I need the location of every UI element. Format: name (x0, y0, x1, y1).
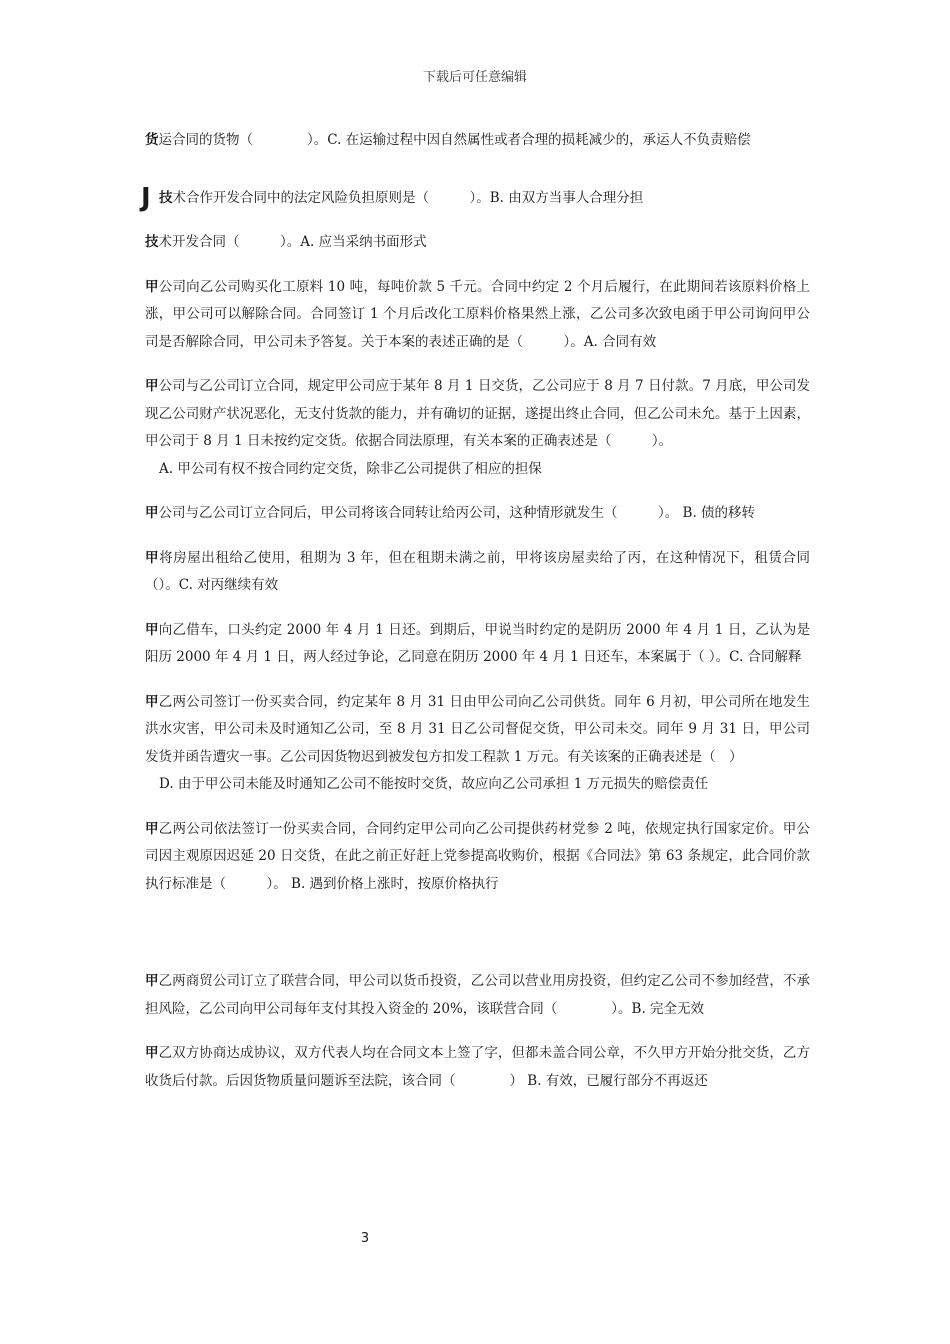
question-text: 术开发合同（ ）。A. 应当采纳书面形式 (158, 234, 427, 250)
question-item (145, 500, 810, 528)
document-body (141, 127, 811, 1112)
question-item (145, 127, 810, 155)
lead-char: 甲 (145, 1045, 159, 1061)
question-text: 向乙借车，口头约定 2000 年 4 月 1 日还。到期后，甲说当时约定的是阴历 2000 年 4 月 1 日，乙认为是阳历 2000 年 4 月 1 日，两人经过争论，乙同意在阴历 2000 年 4 月 1 日还车，本案属于（ ）。C. 合同解释 (145, 621, 810, 665)
lead-char: 甲 (145, 278, 159, 295)
question-item (145, 816, 810, 899)
stray-glyph: J (141, 182, 151, 213)
answer-option: D. 由于甲公司未能及时通知乙公司不能按时交货，故应向乙公司承担 1 万元损失的赔偿责任 (159, 776, 709, 792)
answer-option: A. 甲公司有权不按合同约定交货，除非乙公司提供了相应的担保 (159, 460, 542, 477)
lead-char: 甲 (145, 378, 159, 394)
lead-char: 甲 (145, 693, 159, 710)
question-text: 乙两公司签订一份买卖合同，约定某年 8 月 31 日由甲公司向乙公司供货。同年 6 月初，甲公司所在地发生洪水灾害，甲公司未及时通知乙公司，至 8 月 31 日乙公司督促交货，甲公司未交。同年 9 月 31 日，甲公司发货并函告遭灾一事。乙公司因货物迟到被发包方扣发工程款 1 万元。有关该案的正确表述是（ ） (145, 693, 811, 765)
question-text: 公司向乙公司购买化工原料 10 吨，每吨价款 5 千元。合同中约定 2 个月后履行，在此期间若该原料价格上涨，甲公司可以解除合同。合同签订 1 个月后改化工原料价格果然上涨，乙公司多次致电函于甲公司询问甲公司是否解除合同，甲公司未予答复。关于本案的表述正确的是（ ）。A. 合同有效 (145, 278, 811, 350)
question-item (145, 545, 810, 600)
lead-char: 甲 (145, 621, 159, 638)
question-item (145, 1040, 810, 1095)
question-text: 术合作开发合同中的法定风险负担原则是（ ）。B. 由双方当事人合理分担 (172, 189, 644, 206)
lead-char: 货 (145, 132, 159, 148)
question-item (141, 182, 810, 213)
question-text: 乙双方协商达成协议，双方代表人均在合同文本上签了字，但都未盖合同公章，不久甲方开始分批交货，乙方收货后付款。后因货物质量问题诉至法院，该合同（ ） B. 有效，已履行部分不再返还 (145, 1045, 811, 1089)
question-item (145, 968, 810, 1023)
question-item (145, 689, 810, 799)
question-text: 公司与乙公司订立合同，规定甲公司应于某年 8 月 1 日交货，乙公司应于 8 月 7 日付款。7 月底，甲公司发现乙公司财产状况恶化，无支付货款的能力，并有确切的证据，遂提出终止合同，但乙公司未允。基于上因素，甲公司于 8 月 1 日未按约定交货。依据合同法原理，有关本案的正确表述是（ ）。 (145, 378, 810, 449)
page-number: 3 (360, 1231, 370, 1246)
question-text: 乙两公司依法签订一份买卖合同，合同约定甲公司向乙公司提供药材党参 2 吨，依规定执行国家定价。甲公司因主观原因迟延 20 日交货，在此之前正好赶上党参提高收购价，根据《合同法》第 63 条规定，此合同价款执行标准是（ ）。 B. 遇到价格上涨时，按原价格执行 (145, 820, 811, 892)
lead-char: 技 (159, 189, 173, 206)
question-item (145, 274, 810, 357)
question-text: 乙两商贸公司订立了联营合同，甲公司以货币投资，乙公司以营业用房投资，但约定乙公司不参加经营，不承担风险，乙公司向甲公司每年支付其投入资金的 20%，该联营合同（ ）。B. 完全无效 (145, 973, 811, 1017)
lead-char: 甲 (145, 505, 159, 521)
lead-char: 甲 (145, 549, 160, 566)
question-text: 公司与乙公司订立合同后，甲公司将该合同转让给丙公司，这种情形就发生（ ）。 B. 债的移转 (158, 505, 756, 521)
question-item (145, 229, 810, 257)
question-item (145, 617, 810, 672)
question-text: 运合同的货物（ ）。C. 在运输过程中因自然属性或者合理的损耗减少的，承运人不负责赔偿 (158, 132, 751, 148)
lead-char: 技 (145, 234, 159, 250)
lead-char: 甲 (145, 820, 159, 837)
page-header: 下载后可任意编辑 (422, 70, 527, 85)
lead-char: 甲 (145, 973, 159, 989)
question-item (145, 373, 810, 483)
question-text: 将房屋出租给乙使用，租期为 3 年，但在租期未满之前，甲将该房屋卖给了丙，在这种情况下，租赁合同（）。C. 对丙继续有效 (145, 549, 811, 593)
